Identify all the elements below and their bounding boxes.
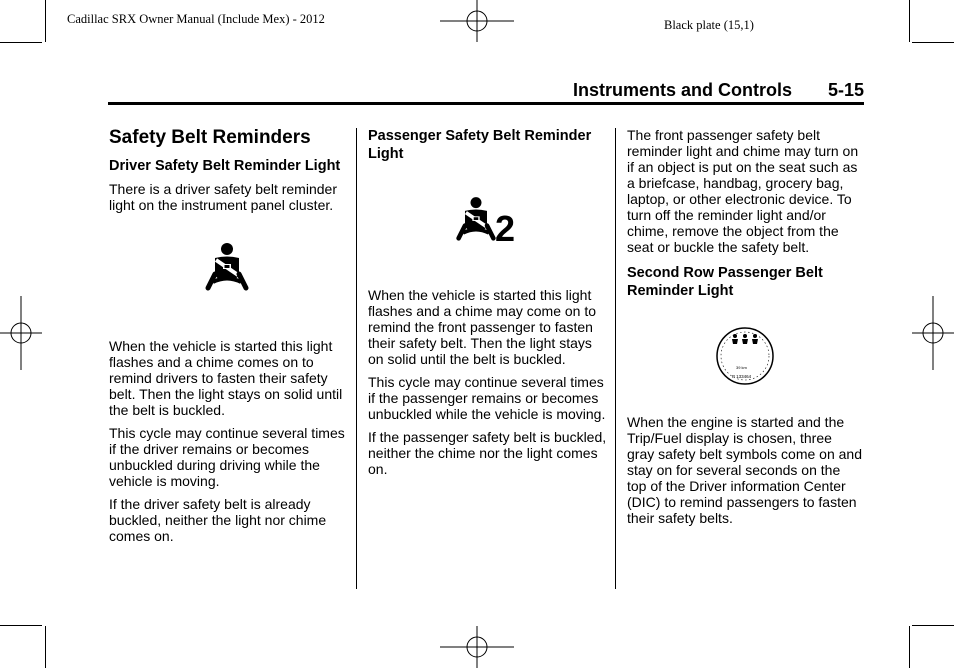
registration-mark-bottom xyxy=(440,626,514,668)
registration-mark-top xyxy=(440,0,514,42)
second-row-gauge-container xyxy=(627,306,863,414)
column-3 xyxy=(627,127,863,533)
crop-mark xyxy=(0,42,42,43)
crop-mark xyxy=(909,626,910,668)
passenger-object-paragraph: The front passenger safety belt reminder light and chime may turn on if an object is put on the seat such as a briefcase, handbag, grocery bag, laptop, or other electronic device. To turn off the reminder light and/or chime, remove the object from the seat or buckle the safety belt. xyxy=(627,127,859,255)
crop-mark xyxy=(909,0,910,42)
driver-belt-paragraph: If the driver safety belt is already buckled, neither the light nor chime comes on. xyxy=(109,496,327,544)
driver-belt-paragraph: This cycle may continue several times if the driver remains or becomes unbuckled during driving while the vehicle is moving. xyxy=(109,425,345,489)
passenger-belt-paragraph: When the vehicle is started this light flashes and a chime may come on to remind the front passenger to fasten their safety belt. Then the light stays on solid until the belt is buckled. xyxy=(368,287,597,367)
second-row-subheading: Second Row Passenger Belt Reminder Light xyxy=(627,265,823,299)
registration-mark-right xyxy=(912,296,954,370)
section-heading: Safety Belt Reminders xyxy=(109,127,311,148)
crop-mark xyxy=(912,42,954,43)
crop-mark xyxy=(45,626,46,668)
gauge-distance-text: 39 km xyxy=(736,365,747,370)
passenger-icon-number: 2 xyxy=(495,208,516,249)
passenger-belt-paragraph: If the passenger safety belt is buckled, neither the chime nor the light comes on. xyxy=(368,429,607,477)
section-title: Instruments and Controls xyxy=(573,80,793,100)
crop-mark xyxy=(45,0,46,42)
crop-mark xyxy=(0,625,42,626)
second-row-paragraph: When the engine is started and the Trip/Fuel display is chosen, three gray safety belt symbols come on and stay on for several seconds on the top of the Driver information Center (DIC) to remind passengers to fasten their safety belts. xyxy=(627,414,863,526)
driver-icon-container xyxy=(109,220,349,338)
manual-title: Cadillac SRX Owner Manual (Include Mex) - 2012 xyxy=(67,12,325,26)
passenger-safety-belt-icon xyxy=(454,195,498,245)
passenger-icon-container xyxy=(368,169,608,287)
driver-belt-intro: There is a driver safety belt reminder light on the instrument panel cluster. xyxy=(109,181,337,213)
column-2 xyxy=(368,127,608,484)
second-row-belt-gauge-icon xyxy=(715,326,775,386)
column-divider xyxy=(356,128,357,589)
passenger-belt-subheading: Passenger Safety Belt Reminder Light xyxy=(368,128,592,162)
driver-belt-subheading: Driver Safety Belt Reminder Light xyxy=(109,158,341,174)
driver-safety-belt-icon xyxy=(203,242,251,294)
plate-label: Black plate (15,1) xyxy=(664,18,754,32)
column-1 xyxy=(109,127,349,551)
gauge-code-text: P 133464 xyxy=(732,374,752,379)
driver-belt-paragraph: When the vehicle is started this light flashes and a chime comes on to remind drivers to fasten their safety belt. Then the light stays on solid until the belt is buckled. xyxy=(109,338,343,418)
header-rule xyxy=(108,102,864,105)
column-divider xyxy=(615,128,616,589)
passenger-belt-paragraph: This cycle may continue several times if the passenger remains or becomes unbuckled while the vehicle is moving. xyxy=(368,374,606,422)
page-number: 5-15 xyxy=(828,80,865,100)
registration-mark-left xyxy=(0,296,42,370)
crop-mark xyxy=(912,625,954,626)
